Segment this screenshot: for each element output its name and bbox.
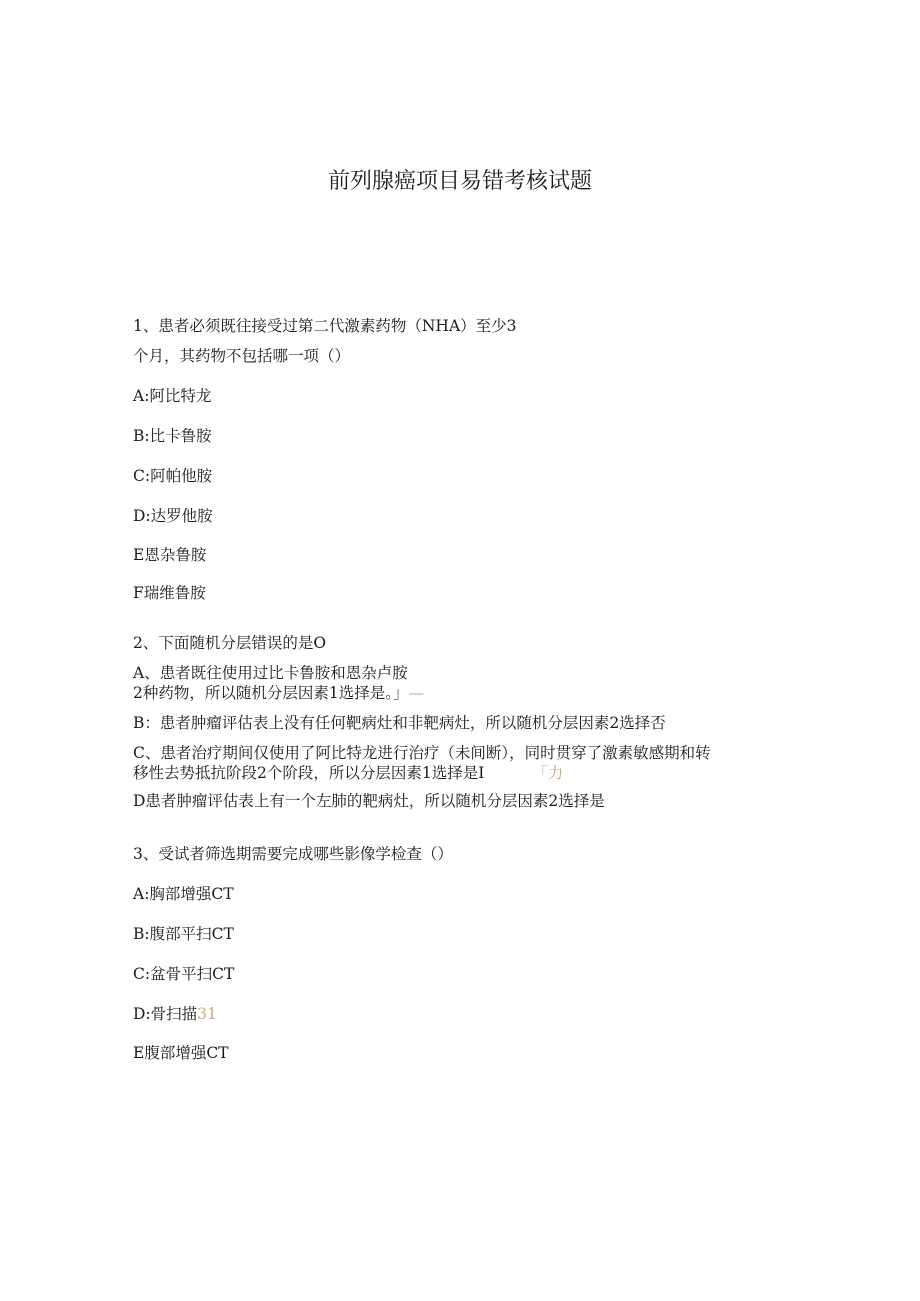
question-3-stem: 3、受试者筛选期需要完成哪些影像学检查（） xyxy=(133,845,453,863)
question-2-option-a-line-2-text: 2种药物，所以随机分层因素1选择是。」 xyxy=(133,684,409,702)
question-1-option-b: B:比卡鲁胺 xyxy=(133,427,212,445)
question-2-option-c-line-1: C、患者治疗期间仅使用了阿比特龙进行治疗（未间断），同时贯穿了激素敏感期和转 xyxy=(133,744,711,762)
question-2-option-c-mark: 「力 xyxy=(532,764,564,782)
question-3-option-c: C:盆骨平扫CT xyxy=(133,965,235,983)
question-1-option-a: A:阿比特龙 xyxy=(133,387,212,405)
question-3-option-b: B:腹部平扫CT xyxy=(133,925,234,943)
question-3-option-d xyxy=(133,1004,217,1024)
question-2-stem: 2、下面随机分层错误的是O xyxy=(133,634,327,652)
question-2-option-d: D患者肿瘤评估表上有一个左肺的靶病灶，所以随机分层因素2选择是 xyxy=(133,792,605,810)
question-2-option-b: B：患者肿瘤评估表上没有任何靶病灶和非靶病灶，所以随机分层因素2选择否 xyxy=(133,714,666,732)
question-1-option-e: E恩杂鲁胺 xyxy=(133,546,207,564)
question-1-stem-line-2: 个月，其药物不包括哪一项（） xyxy=(133,347,351,365)
question-2-option-a-line-1: A、患者既往使用过比卡鲁胺和恩杂卢胺 xyxy=(133,664,408,682)
question-2-option-a-mark: — xyxy=(408,684,424,702)
question-3-option-d-text: D:骨扫描 xyxy=(133,1005,198,1023)
question-1-stem-line-1: 1、患者必须既往接受过第二代激素药物（NHA）至少3 xyxy=(133,317,517,335)
question-3-option-e: E腹部增强CT xyxy=(133,1044,229,1062)
question-2-option-c-line-2 xyxy=(133,763,563,783)
page-title: 前列腺癌项目易错考核试题 xyxy=(327,169,592,194)
question-2-option-c-line-2-text: 移性去势抵抗阶段2个阶段，所以分层因素1选择是I xyxy=(133,764,485,782)
question-3-option-a: A:胸部增强CT xyxy=(133,885,234,903)
question-1-option-f: F瑞维鲁胺 xyxy=(133,584,206,602)
question-1-option-c: C:阿帕他胺 xyxy=(133,467,213,485)
question-1-option-d: D:达罗他胺 xyxy=(133,507,213,525)
question-3-option-d-mark: 31 xyxy=(197,1005,217,1023)
question-2-option-a-line-2 xyxy=(133,683,424,703)
